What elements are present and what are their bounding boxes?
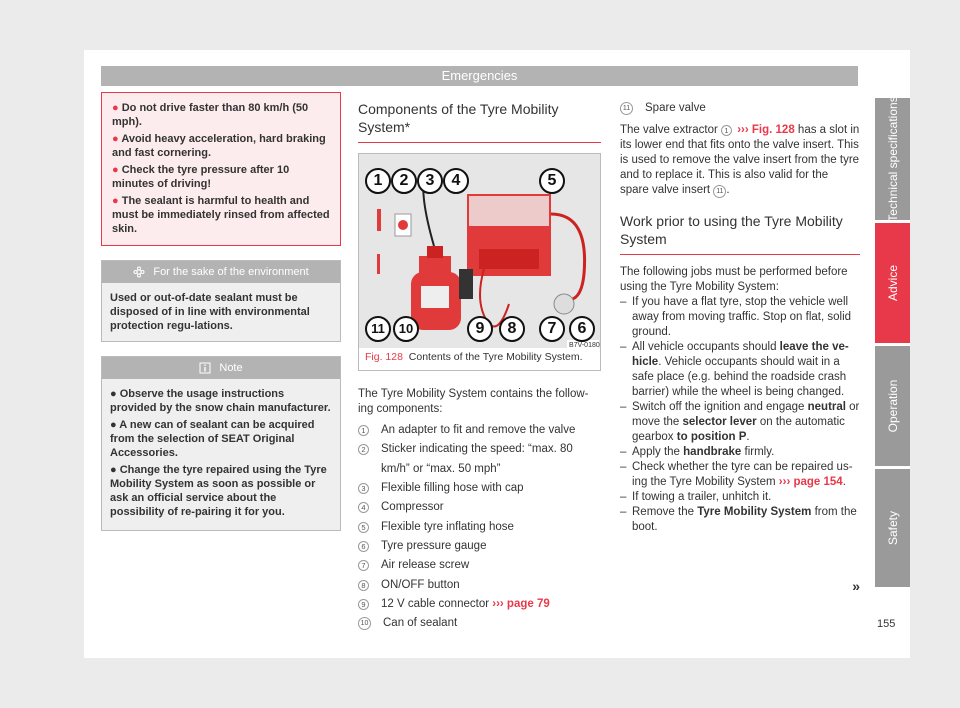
environment-box	[101, 260, 341, 342]
note-title: Note	[102, 357, 340, 379]
component-list	[358, 421, 601, 633]
page-link[interactable]: ››› page 79	[492, 597, 550, 610]
step-item: – If you have a flat tyre, stop the vehicle well away from moving traffic. Stop on flat, solid ground.	[620, 296, 852, 338]
note-item: ● Change the tyre repaired using the Tyre Mobility System as soon as possible or ask an official service about the possibility of re-pairing it for you.	[110, 464, 327, 518]
tab-operation[interactable]: Operation	[875, 346, 910, 466]
list-item: 1 An adapter to fit and remove the valve	[358, 421, 601, 440]
flower-icon	[133, 266, 145, 278]
tab-safety[interactable]: Safety	[875, 469, 910, 587]
list-item: 10 Can of sealant	[358, 614, 601, 633]
callout-1: 1	[365, 168, 391, 194]
step-item: – Remove the Tyre Mobility System from the boot.	[620, 506, 857, 533]
page-link[interactable]: ››› page 154	[778, 476, 843, 488]
extractor-paragraph: The valve extractor 1 ››› Fig. 128 has a slot in its lower end that fits onto the valve insert. This is used to remove the valve insert from the tyre and to replace it. This is also valid for the spare valve insert 11 .	[620, 124, 860, 196]
callout-2: 2	[391, 168, 417, 194]
components-intro: The Tyre Mobility System contains the follow-ing components:	[358, 388, 589, 415]
warning-box	[101, 92, 341, 246]
step-list	[620, 295, 860, 535]
warning-item: ● Do not drive faster than 80 km/h (50 mph).	[112, 102, 309, 128]
list-item: 8 ON/OFF button	[358, 575, 601, 594]
callout-5: 5	[539, 168, 565, 194]
step-item: – Switch off the ignition and engage neutral or move the selector lever on the automatic gearbox to position P.	[620, 401, 860, 443]
warning-item: ● Check the tyre pressure after 10 minutes of driving!	[112, 164, 290, 190]
callout-3: 3	[417, 168, 443, 194]
page-header: Emergencies	[101, 66, 858, 86]
note-item: ● Observe the usage instructions provided by the snow chain manufacturer.	[110, 388, 331, 414]
step-item: – Apply the handbrake firmly.	[620, 446, 775, 458]
work-prior-title: Work prior to using the Tyre Mobility System	[620, 212, 860, 255]
tab-technical-specifications[interactable]: Technical specifications	[875, 98, 910, 220]
list-item: 6 Tyre pressure gauge	[358, 537, 601, 556]
work-prior-intro: The following jobs must be performed before using the Tyre Mobility System:	[620, 266, 848, 293]
tyre-mobility-kit-image	[359, 154, 600, 348]
callout-4: 4	[443, 168, 469, 194]
step-item: – If towing a trailer, unhitch it.	[620, 491, 772, 503]
left-column	[101, 92, 341, 531]
figure-link[interactable]: ››› Fig. 128	[737, 124, 795, 136]
warning-item: ● Avoid heavy acceleration, hard braking and fast cornering.	[112, 133, 326, 159]
list-item: km/h” or “max. 50 mph”	[381, 462, 501, 475]
note-item: ● A new can of sealant can be acquired from the selection of SEAT Original Accessories.	[110, 419, 315, 459]
callout-9: 9	[467, 316, 493, 342]
info-icon	[199, 362, 211, 374]
spare-valve-item: 11 Spare valve	[620, 101, 860, 116]
note-body	[102, 379, 340, 530]
figure-128	[358, 153, 601, 371]
environment-text: Used or out-of-date sealant must be disposed of in line with environmental protection regu-lations.	[102, 283, 340, 341]
list-item: 5 Flexible tyre inflating hose	[358, 517, 601, 536]
callout-11: 11	[365, 316, 391, 342]
environment-title: For the sake of the environment	[102, 261, 340, 283]
middle-column	[358, 100, 601, 633]
callout-10: 10	[393, 316, 419, 342]
callout-7: 7	[539, 316, 565, 342]
continue-icon: »	[852, 578, 860, 594]
side-tabs	[875, 98, 910, 590]
tab-advice[interactable]: Advice	[875, 223, 910, 343]
page-number: 155	[877, 618, 896, 630]
list-item: 7 Air release screw	[358, 556, 601, 575]
figure-caption: Fig. 128 Contents of the Tyre Mobility System.	[365, 351, 583, 363]
note-box	[101, 356, 341, 531]
list-item: 4 Compressor	[358, 498, 601, 517]
callout-6: 6	[569, 316, 595, 342]
list-item: 3 Flexible filling hose with cap	[358, 479, 601, 498]
list-item: 9 12 V cable connector ››› page 79	[358, 595, 601, 614]
right-column	[620, 101, 860, 594]
step-item: – All vehicle occupants should leave the ve-hicle. Vehicle occupants should wait in a safe place (e.g. behind the roadside crash barrier) while the wheel is being changed.	[620, 341, 849, 398]
figure-code: B7V-0180	[569, 342, 600, 348]
section-title: Components of the Tyre Mobility System*	[358, 100, 601, 143]
warning-item: ● The sealant is harmful to health and must be immediately rinsed from affected skin.	[112, 195, 330, 235]
step-item: – Check whether the tyre can be repaired us-ing the Tyre Mobility System ››› page 154.	[620, 461, 853, 488]
list-item: 2 Sticker indicating the speed: “max. 80	[358, 440, 601, 459]
callout-8: 8	[499, 316, 525, 342]
